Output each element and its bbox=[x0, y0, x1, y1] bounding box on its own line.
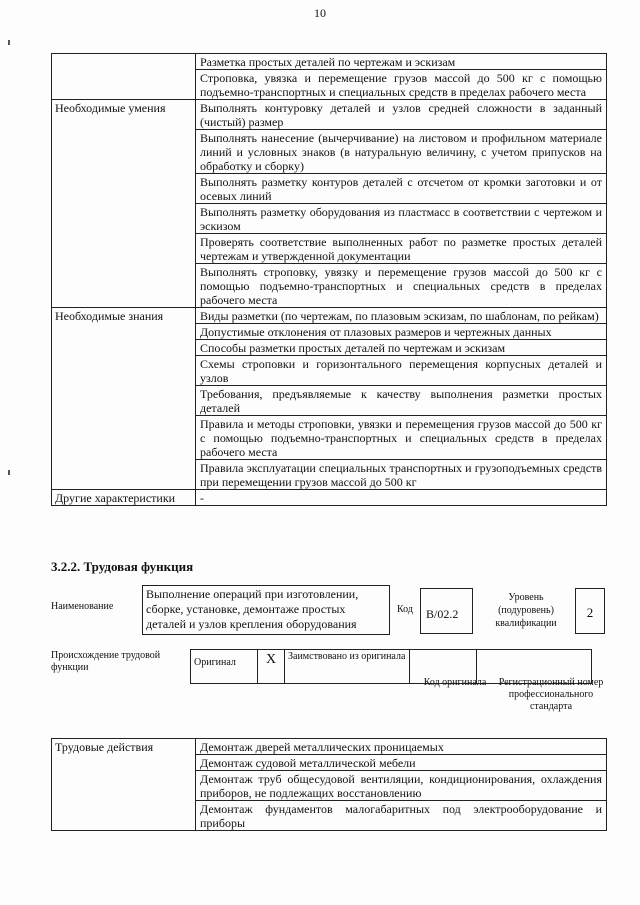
name-underline bbox=[142, 634, 390, 635]
code-original-label: Код оригинала bbox=[423, 677, 487, 688]
code-box: В/02.2 bbox=[420, 588, 473, 634]
scan-mark bbox=[8, 40, 10, 45]
table-cell: Демонтаж фундаментов малогабаритных под электрооборудование и приборы bbox=[196, 801, 607, 831]
original-label: Оригинал bbox=[191, 650, 258, 684]
table-cell: Разметка простых деталей по чертежам и эскизам bbox=[196, 54, 607, 70]
table-row bbox=[52, 54, 607, 70]
borrowed-label: Заимствовано из оригинала bbox=[285, 650, 410, 684]
function-name-box: Выполнение операций при изготовлении, сборке, установке, демонтаже простых деталей и узлов крепления оборудования bbox=[142, 585, 390, 635]
table-cell: Выполнять разметку контуров деталей с отсчетом от кромки заготовки и от осевых линий bbox=[196, 174, 607, 204]
code-label: Код bbox=[397, 604, 413, 615]
row-label-other: Другие характеристики bbox=[52, 490, 196, 506]
table-cell: Способы разметки простых деталей по чертежам и эскизам bbox=[196, 340, 607, 356]
table-row bbox=[52, 739, 607, 755]
table-cell: - bbox=[196, 490, 607, 506]
section-title: 3.2.2. Трудовая функция bbox=[51, 559, 194, 574]
table-cell: Выполнять разметку оборудования из пластмасс в соответствии с чертежом и эскизом bbox=[196, 204, 607, 234]
scan-mark bbox=[8, 470, 10, 475]
table-row bbox=[52, 100, 607, 130]
table-cell: Демонтаж дверей металлических проницаемых bbox=[196, 739, 607, 755]
reg-number-label: Регистрационный номер профессионального стандарта bbox=[498, 677, 604, 712]
table-cell: Требования, предъявляемые к качеству выполнения разметки простых деталей bbox=[196, 386, 607, 416]
table-cell: Правила эксплуатации специальных транспортных и грузоподъемных средств при перемещении грузов массой до 500 кг bbox=[196, 460, 607, 490]
table-cell: Демонтаж судовой металлической мебели bbox=[196, 755, 607, 771]
table-cell: Схемы строповки и горизонтального перемещения корпусных деталей и узлов bbox=[196, 356, 607, 386]
table-cell: Демонтаж труб общесудовой вентиляции, кондиционирования, охлаждения приборов, не подлежащих восстановлению bbox=[196, 771, 607, 801]
level-box: 2 bbox=[575, 588, 605, 634]
table-row bbox=[52, 308, 607, 324]
table-cell: Проверять соответствие выполненных работ по разметке простых деталей чертежам и утвержденной документации bbox=[196, 234, 607, 264]
table-row bbox=[52, 490, 607, 506]
table-cell: Виды разметки (по чертежам, по плазовым эскизам, по шаблонам, по рейкам) bbox=[196, 308, 607, 324]
table-cell: Выполнять нанесение (вычерчивание) на листовом и профильном материале линий и условных знаков (в натуральную величину, с учетом припусков на обработку и сборку) bbox=[196, 130, 607, 174]
page-number: 10 bbox=[314, 6, 326, 20]
labor-actions-table bbox=[51, 738, 607, 831]
table-cell: Выполнять контуровку деталей и узлов средней сложности в заданный (чистый) размер bbox=[196, 100, 607, 130]
row-label-actions: Трудовые действия bbox=[52, 739, 196, 831]
row-label-knowledge: Необходимые знания bbox=[52, 308, 196, 490]
row-label bbox=[52, 54, 196, 100]
original-mark: X bbox=[258, 650, 285, 684]
table-cell: Допустимые отклонения от плазовых размеров и чертежных данных bbox=[196, 324, 607, 340]
name-label: Наименование bbox=[51, 601, 114, 612]
level-label: Уровень (подуровень) квалификации bbox=[495, 592, 557, 629]
row-label-skills: Необходимые умения bbox=[52, 100, 196, 308]
table-cell: Выполнять строповку, увязку и перемещение грузов массой до 500 кг с помощью подъемно-транспортных и специальных средств в пределах рабочего места bbox=[196, 264, 607, 308]
skills-knowledge-table bbox=[51, 53, 607, 506]
origin-label: Происхождение трудовой функции bbox=[51, 650, 161, 673]
table-cell: Строповка, увязка и перемещение грузов массой до 500 кг с помощью подъемно-транспортных и специальных средств в пределах рабочего места bbox=[196, 70, 607, 100]
table-cell: Правила и методы строповки, увязки и перемещения грузов массой до 500 кг с помощью подъемно-транспортных и специальных средств в пределах рабочего места bbox=[196, 416, 607, 460]
